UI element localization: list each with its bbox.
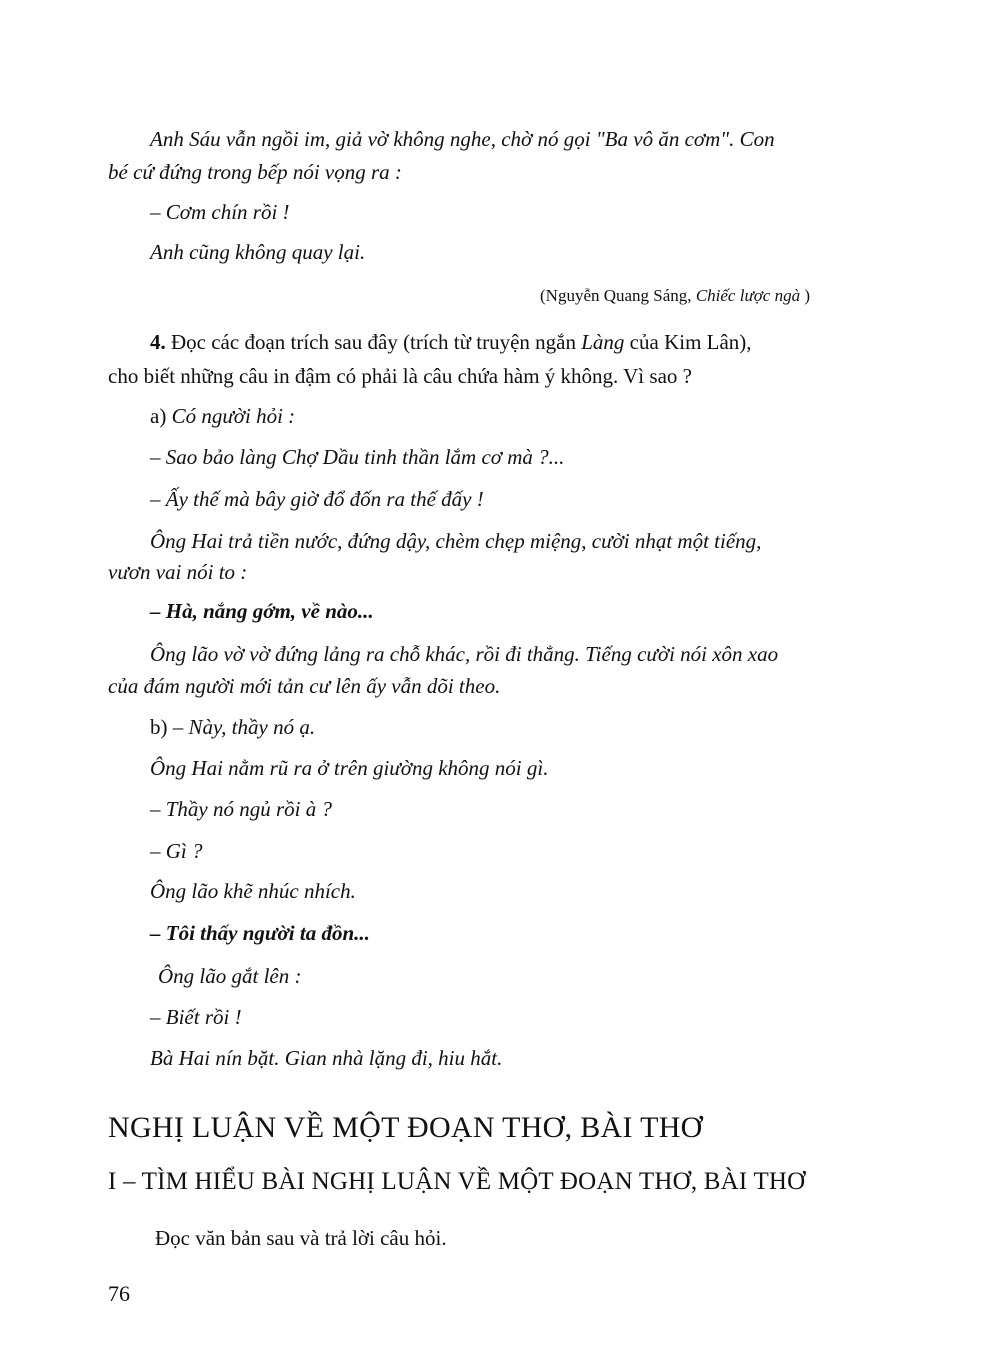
exercise-text: Đọc các đoạn trích sau đây (trích từ truyện ngắn — [165, 330, 582, 354]
exercise-4-line — [150, 328, 752, 356]
section-subtitle: I – TÌM HIỂU BÀI NGHỊ LUẬN VỀ MỘT ĐOẠN THƠ, BÀI THƠ — [108, 1168, 806, 1195]
excerpt-line: bé cứ đứng trong bếp nói vọng ra : — [108, 160, 402, 184]
part-a-line — [150, 402, 295, 430]
part-b-line: – Thầy nó ngủ rồi à ? — [150, 797, 333, 821]
part-a-line: Ông lão vờ vờ đứng lảng ra chỗ khác, rồi đi thẳng. Tiếng cười nói xôn xao — [150, 642, 779, 666]
excerpt-line: Anh cũng không quay lại. — [150, 240, 366, 264]
part-b-line: Bà Hai nín bặt. Gian nhà lặng đi, hiu hắt. — [150, 1046, 503, 1070]
exercise-4-line: cho biết những câu in đậm có phải là câu chứa hàm ý không. Vì sao ? — [108, 364, 692, 388]
part-a-line: Ông Hai trả tiền nước, đứng dậy, chèm chẹp miệng, cười nhạt một tiếng, — [150, 529, 762, 553]
part-a-line: – Sao bảo làng Chợ Dầu tinh thần lắm cơ mà ?... — [150, 445, 565, 469]
part-b-line: – Gì ? — [150, 839, 203, 863]
dialogue-text: – Này, thầy nó ạ. — [172, 715, 316, 739]
part-label: a) — [150, 404, 172, 428]
part-label: b) — [150, 715, 173, 739]
part-b-line: Ông lão gắt lên : — [158, 964, 302, 988]
part-a-line: của đám người mới tản cư lên ấy vẫn dõi theo. — [108, 674, 501, 698]
section-title: NGHỊ LUẬN VỀ MỘT ĐOẠN THƠ, BÀI THƠ — [108, 1111, 703, 1144]
part-a-line: vươn vai nói to : — [108, 560, 248, 584]
bold-sentence: – Tôi thấy người ta đồn... — [150, 921, 370, 945]
part-a-line: – Ấy thế mà bây giờ đổ đốn ra thế đấy ! — [150, 487, 484, 511]
page-number: 76 — [108, 1281, 130, 1306]
dialogue-text: Có người hỏi : — [171, 404, 296, 428]
part-b-line — [150, 713, 315, 741]
exercise-number: 4. — [150, 330, 166, 354]
instruction-text: Đọc văn bản sau và trả lời câu hỏi. — [155, 1226, 447, 1250]
source-author: (Nguyễn Quang Sáng, — [540, 286, 696, 305]
bold-sentence: – Hà, nắng gớm, về nào... — [150, 599, 374, 623]
story-title: Làng — [581, 330, 625, 354]
excerpt-line: – Cơm chín rồi ! — [150, 200, 290, 224]
source-citation — [540, 282, 810, 310]
source-close: ) — [800, 286, 811, 305]
exercise-text: của Kim Lân), — [624, 330, 752, 354]
part-b-line: – Biết rồi ! — [150, 1005, 242, 1029]
part-b-line: Ông Hai nằm rũ ra ở trên giường không nói gì. — [150, 756, 549, 780]
source-title: Chiếc lược ngà — [695, 286, 801, 305]
excerpt-line: Anh Sáu vẫn ngồi im, giả vờ không nghe, chờ nó gọi "Ba vô ăn cơm". Con — [150, 127, 775, 151]
part-b-line: Ông lão khẽ nhúc nhích. — [150, 879, 356, 903]
